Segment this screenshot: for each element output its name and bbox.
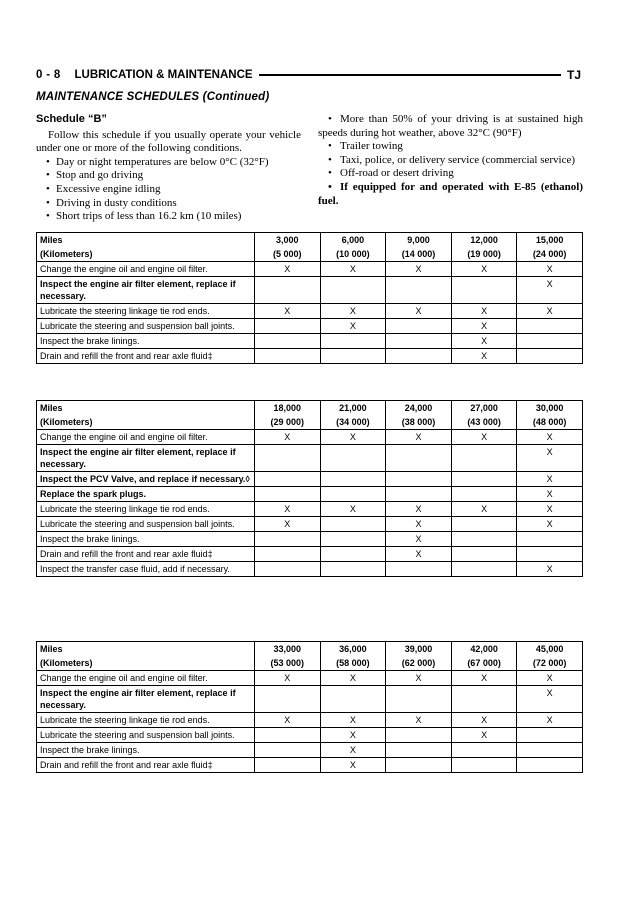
condition-item: • Excessive engine idling: [46, 182, 161, 195]
service-mark: X: [386, 262, 452, 277]
miles-value: 6,000: [320, 233, 386, 248]
miles-label: Miles: [37, 642, 255, 657]
miles-value: 12,000: [451, 233, 517, 248]
service-mark: X: [320, 304, 386, 319]
service-mark: [517, 547, 583, 562]
miles-value: 45,000: [517, 642, 583, 657]
service-mark: X: [451, 262, 517, 277]
service-label: Replace the spark plugs.: [37, 487, 255, 502]
miles-label: Miles: [37, 401, 255, 416]
km-value: (19 000): [451, 247, 517, 262]
table-row: [37, 304, 583, 319]
maintenance-table-1: [36, 232, 583, 364]
miles-header-row: [37, 642, 583, 657]
bullet-icon: •: [328, 113, 332, 125]
table-row: [37, 713, 583, 728]
service-mark: [517, 532, 583, 547]
table-row: [37, 487, 583, 502]
service-label: Inspect the engine air filter element, replace if necessary.: [37, 277, 255, 304]
service-mark: X: [451, 319, 517, 334]
model-code: TJ: [566, 68, 581, 82]
table-row: [37, 472, 583, 487]
condition-item: • Driving in dusty conditions: [46, 196, 177, 209]
service-mark: X: [517, 686, 583, 713]
service-mark: [451, 758, 517, 773]
service-mark: X: [517, 304, 583, 319]
miles-value: 30,000: [517, 401, 583, 416]
service-mark: [255, 472, 321, 487]
service-mark: X: [451, 671, 517, 686]
service-mark: [255, 562, 321, 577]
service-mark: X: [386, 517, 452, 532]
table-row: [37, 319, 583, 334]
km-label: (Kilometers): [37, 247, 255, 262]
table-row: [37, 445, 583, 472]
bullet-icon: •: [46, 169, 50, 182]
service-mark: X: [517, 671, 583, 686]
km-header-row: [37, 656, 583, 671]
service-label: Inspect the engine air filter element, replace if necessary.: [37, 686, 255, 713]
service-mark: [451, 472, 517, 487]
condition-item: • Taxi, police, or delivery service (commercial service): [328, 153, 576, 166]
header-rule: [259, 74, 561, 76]
bullet-icon: •: [328, 167, 332, 180]
service-label: Inspect the engine air filter element, replace if necessary.: [37, 445, 255, 472]
miles-label: Miles: [37, 233, 255, 248]
miles-value: 33,000: [255, 642, 321, 657]
schedule-b-title: Schedule “B”: [36, 113, 107, 125]
service-mark: X: [320, 502, 386, 517]
bullet-icon: •: [328, 140, 332, 153]
service-label: Change the engine oil and engine oil filter.: [37, 430, 255, 445]
service-mark: X: [386, 671, 452, 686]
service-mark: [451, 517, 517, 532]
table-row: [37, 517, 583, 532]
service-mark: [386, 334, 452, 349]
service-mark: [320, 334, 386, 349]
table-row: [37, 686, 583, 713]
service-mark: [255, 758, 321, 773]
service-mark: X: [386, 547, 452, 562]
km-value: (24 000): [517, 247, 583, 262]
service-mark: [386, 743, 452, 758]
service-label: Lubricate the steering linkage tie rod ends.: [37, 502, 255, 517]
service-mark: [451, 532, 517, 547]
bullet-icon: •: [46, 196, 50, 209]
condition-item: • Off-road or desert driving: [328, 167, 454, 180]
service-mark: X: [386, 304, 452, 319]
service-mark: X: [320, 671, 386, 686]
service-mark: [320, 686, 386, 713]
miles-value: 21,000: [320, 401, 386, 416]
service-mark: X: [517, 713, 583, 728]
service-mark: X: [255, 304, 321, 319]
service-mark: [386, 445, 452, 472]
service-mark: X: [451, 349, 517, 364]
bullet-icon: •: [328, 180, 332, 193]
service-mark: X: [255, 671, 321, 686]
page-subtitle: MAINTENANCE SCHEDULES (Continued): [36, 91, 270, 103]
service-mark: [451, 445, 517, 472]
service-mark: X: [517, 430, 583, 445]
table-row: [37, 671, 583, 686]
service-label: Lubricate the steering and suspension ball joints.: [37, 728, 255, 743]
bullet-icon: •: [46, 155, 50, 168]
km-value: (14 000): [386, 247, 452, 262]
service-mark: X: [517, 277, 583, 304]
condition-item: • Stop and go driving: [46, 169, 144, 182]
service-mark: [255, 728, 321, 743]
service-mark: [451, 277, 517, 304]
service-mark: [320, 445, 386, 472]
km-header-row: [37, 247, 583, 262]
page-header: [36, 67, 581, 83]
service-mark: X: [451, 430, 517, 445]
service-mark: [517, 743, 583, 758]
maintenance-table-2: [36, 400, 583, 577]
condition-item: • Day or night temperatures are below 0°C (32°F): [46, 155, 269, 168]
service-mark: X: [451, 304, 517, 319]
section-title: LUBRICATION & MAINTENANCE: [74, 69, 253, 81]
service-label: Inspect the PCV Valve, and replace if necessary.◊: [37, 472, 255, 487]
condition-item: • Short trips of less than 16.2 km (10 miles): [46, 210, 242, 223]
service-mark: X: [517, 517, 583, 532]
service-label: Change the engine oil and engine oil filter.: [37, 671, 255, 686]
service-label: Lubricate the steering and suspension ball joints.: [37, 517, 255, 532]
table-row: [37, 562, 583, 577]
miles-value: 18,000: [255, 401, 321, 416]
page-number: 0 - 8: [36, 69, 61, 81]
service-mark: [517, 334, 583, 349]
km-value: (72 000): [517, 656, 583, 671]
conditions-list-left: [36, 156, 301, 224]
service-label: Lubricate the steering linkage tie rod ends.: [37, 304, 255, 319]
service-label: Drain and refill the front and rear axle fluid‡: [37, 547, 255, 562]
table-row: [37, 262, 583, 277]
service-label: Inspect the brake linings.: [37, 334, 255, 349]
service-mark: [386, 487, 452, 502]
table-row: [37, 334, 583, 349]
km-value: (58 000): [320, 656, 386, 671]
service-mark: X: [386, 532, 452, 547]
km-value: (67 000): [451, 656, 517, 671]
km-value: (62 000): [386, 656, 452, 671]
km-value: (10 000): [320, 247, 386, 262]
miles-value: 15,000: [517, 233, 583, 248]
miles-value: 39,000: [386, 642, 452, 657]
condition-item: • Trailer towing: [328, 140, 403, 153]
service-mark: X: [320, 430, 386, 445]
schedule-b-right-column: [318, 113, 583, 208]
km-value: (48 000): [517, 415, 583, 430]
service-mark: [255, 319, 321, 334]
miles-value: 24,000: [386, 401, 452, 416]
service-mark: X: [451, 728, 517, 743]
service-mark: X: [255, 517, 321, 532]
service-mark: [320, 472, 386, 487]
service-mark: [255, 349, 321, 364]
km-value: (38 000): [386, 415, 452, 430]
service-mark: X: [255, 430, 321, 445]
km-value: (5 000): [255, 247, 321, 262]
service-mark: X: [320, 758, 386, 773]
miles-value: 42,000: [451, 642, 517, 657]
service-mark: [255, 686, 321, 713]
service-mark: [451, 743, 517, 758]
service-mark: X: [320, 262, 386, 277]
service-mark: [517, 728, 583, 743]
table-row: [37, 430, 583, 445]
service-mark: X: [517, 445, 583, 472]
km-value: (53 000): [255, 656, 321, 671]
km-value: (29 000): [255, 415, 321, 430]
service-mark: X: [386, 430, 452, 445]
service-label: Drain and refill the front and rear axle fluid‡: [37, 758, 255, 773]
service-mark: [255, 547, 321, 562]
service-mark: [255, 743, 321, 758]
service-mark: [320, 487, 386, 502]
service-mark: X: [517, 262, 583, 277]
service-mark: X: [517, 487, 583, 502]
service-mark: X: [320, 713, 386, 728]
service-mark: X: [255, 502, 321, 517]
service-label: Lubricate the steering and suspension ball joints.: [37, 319, 255, 334]
table-row: [37, 743, 583, 758]
service-mark: [255, 334, 321, 349]
service-mark: [517, 349, 583, 364]
service-label: Change the engine oil and engine oil filter.: [37, 262, 255, 277]
table-row: [37, 277, 583, 304]
service-mark: [386, 686, 452, 713]
schedule-b-intro: Follow this schedule if you usually operate your vehicle under one or more of the following conditions.: [36, 128, 301, 155]
service-mark: [386, 758, 452, 773]
maintenance-table-3: [36, 641, 583, 773]
service-mark: X: [517, 472, 583, 487]
service-mark: X: [320, 743, 386, 758]
service-mark: [386, 349, 452, 364]
conditions-list-right: [318, 113, 583, 208]
service-mark: [451, 562, 517, 577]
service-mark: X: [451, 502, 517, 517]
schedule-b-left-column: [36, 113, 301, 224]
miles-value: 27,000: [451, 401, 517, 416]
service-mark: X: [255, 262, 321, 277]
service-mark: X: [451, 713, 517, 728]
miles-value: 36,000: [320, 642, 386, 657]
service-mark: [451, 547, 517, 562]
service-mark: [451, 487, 517, 502]
service-mark: X: [386, 502, 452, 517]
service-mark: [386, 728, 452, 743]
service-label: Inspect the transfer case fluid, add if necessary.: [37, 562, 255, 577]
condition-item: • If equipped for and operated with E-85 (ethanol) fuel.: [318, 180, 583, 207]
miles-value: 3,000: [255, 233, 321, 248]
bullet-icon: •: [328, 153, 332, 166]
service-mark: [451, 686, 517, 713]
km-label: (Kilometers): [37, 415, 255, 430]
table-row: [37, 502, 583, 517]
service-mark: X: [451, 334, 517, 349]
service-label: Lubricate the steering linkage tie rod ends.: [37, 713, 255, 728]
miles-header-row: [37, 233, 583, 248]
service-mark: [320, 277, 386, 304]
service-mark: [517, 758, 583, 773]
table-row: [37, 758, 583, 773]
service-label: Inspect the brake linings.: [37, 532, 255, 547]
service-mark: [517, 319, 583, 334]
service-mark: [255, 277, 321, 304]
table-row: [37, 728, 583, 743]
miles-value: 9,000: [386, 233, 452, 248]
table-row: [37, 547, 583, 562]
service-mark: [255, 532, 321, 547]
service-mark: X: [386, 713, 452, 728]
service-label: Inspect the brake linings.: [37, 743, 255, 758]
bullet-icon: •: [46, 182, 50, 195]
table-row: [37, 349, 583, 364]
service-mark: X: [517, 502, 583, 517]
service-mark: [255, 445, 321, 472]
km-value: (43 000): [451, 415, 517, 430]
condition-item: • More than 50% of your driving is at sustained high speeds during hot weather, above 32°C (90°F): [318, 113, 583, 139]
service-mark: [386, 472, 452, 487]
service-mark: [320, 517, 386, 532]
service-mark: [386, 319, 452, 334]
service-mark: [386, 562, 452, 577]
service-mark: [320, 562, 386, 577]
service-label: Drain and refill the front and rear axle fluid‡: [37, 349, 255, 364]
bullet-icon: •: [46, 210, 50, 223]
km-header-row: [37, 415, 583, 430]
service-mark: [320, 532, 386, 547]
miles-header-row: [37, 401, 583, 416]
km-label: (Kilometers): [37, 656, 255, 671]
service-mark: [255, 487, 321, 502]
service-mark: X: [320, 319, 386, 334]
table-row: [37, 532, 583, 547]
km-value: (34 000): [320, 415, 386, 430]
service-mark: [320, 547, 386, 562]
service-mark: X: [320, 728, 386, 743]
service-mark: X: [255, 713, 321, 728]
service-mark: [386, 277, 452, 304]
service-mark: [320, 349, 386, 364]
service-mark: X: [517, 562, 583, 577]
